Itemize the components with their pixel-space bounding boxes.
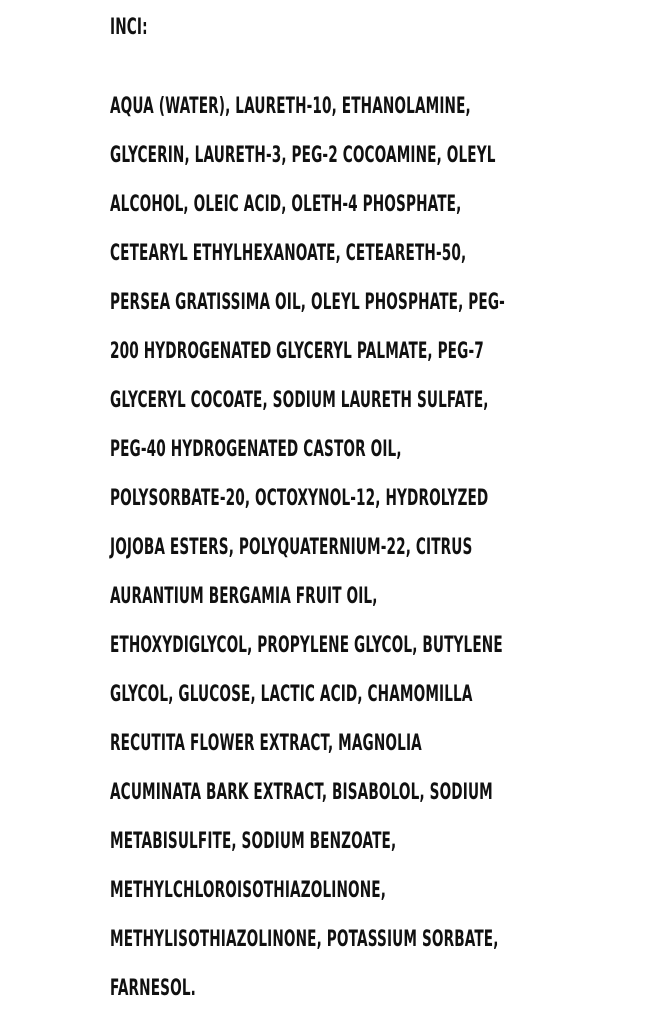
ingredient-line: JOJOBA ESTERS, POLYQUATERNIUM-22, CITRUS — [110, 535, 473, 560]
ingredient-line: METABISULFITE, SODIUM BENZOATE, — [110, 829, 397, 854]
ingredient-line: 200 HYDROGENATED GLYCERYL PALMATE, PEG-7 — [110, 339, 484, 364]
ingredient-line: ACUMINATA BARK EXTRACT, BISABOLOL, SODIUM — [110, 780, 493, 805]
ingredient-line: CETEARYL ETHYLHEXANOATE, CETEARETH-50, — [110, 241, 467, 266]
ingredient-line: GLYCERYL COCOATE, SODIUM LAURETH SULFATE, — [110, 388, 489, 413]
ingredient-line: POLYSORBATE-20, OCTOXYNOL-12, HYDROLYZED — [110, 486, 489, 511]
ingredient-line: ETHOXYDIGLYCOL, PROPYLENE GLYCOL, BUTYLENE — [110, 633, 503, 658]
ingredient-line: FARNESOL. — [110, 976, 196, 1001]
ingredient-line: RECUTITA FLOWER EXTRACT, MAGNOLIA — [110, 731, 422, 756]
ingredient-line: METHYLCHLOROISOTHIAZOLINONE, — [110, 878, 387, 903]
ingredient-line: AURANTIUM BERGAMIA FRUIT OIL, — [110, 584, 378, 609]
ingredient-line: PERSEA GRATISSIMA OIL, OLEYL PHOSPHATE, PEG- — [110, 290, 505, 315]
ingredient-line: AQUA (WATER), LAURETH-10, ETHANOLAMINE, — [110, 94, 471, 119]
inci-heading: INCI: — [110, 15, 148, 40]
ingredient-list — [110, 93, 652, 1024]
ingredient-line: GLYCOL, GLUCOSE, LACTIC ACID, CHAMOMILLA — [110, 682, 473, 707]
ingredient-line: ALCOHOL, OLEIC ACID, OLETH-4 PHOSPHATE, — [110, 192, 462, 217]
ingredient-line: PEG-40 HYDROGENATED CASTOR OIL, — [110, 437, 402, 462]
ingredient-line: GLYCERIN, LAURETH-3, PEG-2 COCOAMINE, OLEYL — [110, 143, 496, 168]
ingredient-line: METHYLISOTHIAZOLINONE, POTASSIUM SORBATE, — [110, 927, 499, 952]
